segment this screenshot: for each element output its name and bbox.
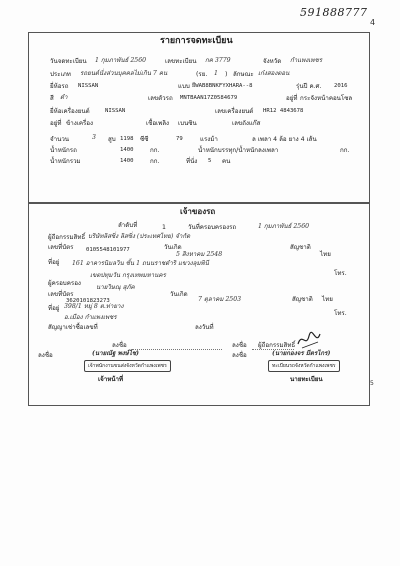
- brand-value: NISSAN: [78, 83, 99, 89]
- weight-unit: กก.: [150, 147, 160, 154]
- document-number: 591888777: [300, 6, 368, 19]
- signature-mark: [296, 330, 322, 350]
- vin-label: เลขตัวรถ: [148, 95, 173, 102]
- officer-left-stamp: เจ้าพนักงานขนส่งจังหวัดกำแพงเพชร: [84, 360, 171, 372]
- id-label: เลขที่บัตร: [48, 244, 74, 251]
- page-title: รายการจดทะเบียน: [160, 36, 233, 46]
- weight-label: น้ำหนักรถ: [50, 147, 77, 154]
- possess-date-value: 1 กุมภาพันธ์ 2560: [258, 223, 310, 230]
- engine-loc-label: อยู่ที่: [50, 120, 62, 127]
- type-value: รถยนต์นั่งส่วนบุคคลไม่เกิน 7 คน: [80, 70, 168, 77]
- rs-close: ): [225, 71, 228, 78]
- page-number: 4: [370, 18, 376, 27]
- model-value: ยีWAB8BNKFYXHARA--8: [192, 83, 253, 89]
- load-unit: กก.: [340, 147, 350, 154]
- seq-value: 1: [162, 224, 166, 231]
- uaddr2-value: อ.เมือง กำแพงเพชร: [64, 314, 117, 321]
- type-label: ประเภท: [50, 71, 71, 78]
- phone-label: โทร.: [334, 270, 347, 277]
- brand-label: ยี่ห้อรถ: [50, 83, 69, 90]
- possess-date-label: วันที่ครอบครองรถ: [188, 224, 237, 231]
- user-value: นายวิษณุ สุภัค: [96, 284, 135, 291]
- rs-label: (รย.: [196, 71, 208, 78]
- officer-right-stamp: ทะเบียนรถจังหวัดกำแพงเพชร: [268, 360, 340, 372]
- engine-no-value: HR12 4843678: [263, 108, 304, 114]
- addr2-value: เขตปทุมวัน กรุงเทพมหานคร: [90, 272, 166, 279]
- hp-value: 79: [176, 136, 183, 142]
- id-value: 0105548101977: [86, 247, 130, 253]
- sign-line-top: [132, 349, 222, 350]
- seats-label: ที่นั่ง: [186, 158, 198, 165]
- fuel-label: เชื้อเพลิง: [146, 120, 170, 127]
- uaddr-value: 398/1 หมู่ 8 ต.ท่ายาง: [64, 303, 124, 310]
- uaddr-label: ที่อยู่: [48, 305, 60, 312]
- unat-value: ไทย: [322, 296, 333, 303]
- seats-value: 5: [208, 158, 212, 164]
- color-label: สี: [50, 95, 54, 102]
- style-value: เก๋งสองตอน: [258, 70, 290, 77]
- cyl-unit: สูบ: [108, 136, 116, 143]
- sign-label-right-top: ลงชื่อ: [232, 342, 247, 349]
- color-value: ดำ: [60, 94, 68, 101]
- uphone-label: โทร.: [334, 310, 347, 317]
- cyl-label: จำนวน: [50, 136, 70, 143]
- province-label: จังหวัด: [263, 58, 282, 65]
- user-label: ผู้ครอบครอง: [48, 280, 81, 287]
- hire-date-label: ลงวันที่: [195, 324, 214, 331]
- officer-left-name: (นายณัฐ พงษ์ไช): [92, 350, 139, 357]
- uid-value: 3620101823273: [66, 298, 110, 304]
- total-unit: กก.: [150, 158, 160, 165]
- rs-value: 1: [214, 70, 218, 77]
- addr-value: 161 อาคารนิมลวิน ชั้น 1 ถนนราชดำริ แขวงลุมพินี: [72, 260, 209, 267]
- load-label: น้ำหนักบรรทุก/น้ำหนักลงเพลา: [198, 147, 279, 154]
- plate-value: กค 3779: [205, 57, 231, 64]
- wheels-text: ล เพลา 4 ล้อ ยาง 4 เส้น: [252, 136, 317, 143]
- holder-label: ผู้ถือกรรมสิทธิ์: [48, 234, 86, 241]
- sign-label-top: ลงชื่อ: [112, 342, 127, 349]
- udob-label: วันเกิด: [170, 291, 188, 298]
- engine-brand-value: NISSAN: [105, 108, 126, 114]
- nat-value: ไทย: [320, 251, 331, 258]
- sign-label-left: ลงชื่อ: [38, 352, 53, 359]
- engine-no-label: เลขเครื่องยนต์: [215, 108, 254, 115]
- engine-loc-value: ข้างเครื่อง: [66, 120, 94, 127]
- holder-sign-label: ผู้ถือกรรมสิทธิ์: [258, 342, 296, 349]
- owner-title: เจ้าของรถ: [180, 207, 216, 216]
- hp-unit: แรงม้า: [200, 136, 218, 143]
- dob-value: 5 สิงหาคม 2548: [176, 251, 223, 258]
- reg-date-label: วันจดทะเบียน: [50, 58, 87, 65]
- reg-date-value: 1 กุมภาพันธ์ 2560: [95, 57, 147, 64]
- fuel-value: เบนซิน: [178, 120, 197, 127]
- total-label: น้ำหนักรวม: [50, 158, 81, 165]
- tank-label: เลขถังแก๊ส: [232, 120, 261, 127]
- province-value: กำแพงเพชร: [290, 57, 323, 64]
- plate-label: เลขทะเบียน: [165, 58, 197, 65]
- holder-value: บริษัทลิสซิ่ง ลิสซิ่ง (ประเทศไทย) จำกัด: [88, 233, 191, 240]
- right-role: นายทะเบียน: [290, 376, 323, 383]
- model-label: แบบ: [178, 83, 190, 90]
- officer-right-name: (นายกองจร มีตรไกร): [272, 350, 331, 357]
- nat-label: สัญชาติ: [290, 244, 311, 251]
- hire-label: สัญญาเช่าซื้อเลขที่: [48, 324, 98, 331]
- bottom-page-number: 5: [370, 380, 374, 387]
- dob-label: วันเกิด: [164, 244, 182, 251]
- uid-label: เลขที่บัตร: [48, 291, 74, 298]
- cc-unit: ซีซี: [140, 136, 149, 143]
- left-role: เจ้าหน้าที่: [98, 376, 124, 383]
- unat-label: สัญชาติ: [292, 296, 313, 303]
- model-year-value: 2016: [334, 83, 348, 89]
- udob-value: 7 ตุลาคม 2503: [198, 296, 242, 303]
- total-value: 1400: [120, 158, 134, 164]
- seats-unit: คน: [222, 158, 231, 165]
- cc-value: 1198: [120, 136, 134, 142]
- addr-label: ที่อยู่: [48, 259, 60, 266]
- seq-label: ลำดับที่: [118, 222, 138, 229]
- style-label: ลักษณะ: [233, 71, 254, 78]
- weight-value: 1400: [120, 147, 134, 153]
- sign-label-right: ลงชื่อ: [232, 352, 247, 359]
- location-value: กระจังหน้าคอนโซล: [300, 95, 353, 102]
- cyl-value: 3: [92, 134, 96, 141]
- vin-value: MNTBAAN17Z0584679: [180, 95, 238, 101]
- location-label: อยู่ที่: [286, 95, 298, 102]
- model-year-label: รุ่นปี ค.ศ.: [296, 83, 322, 90]
- engine-brand-label: ยี่ห้อเครื่องยนต์: [50, 108, 90, 115]
